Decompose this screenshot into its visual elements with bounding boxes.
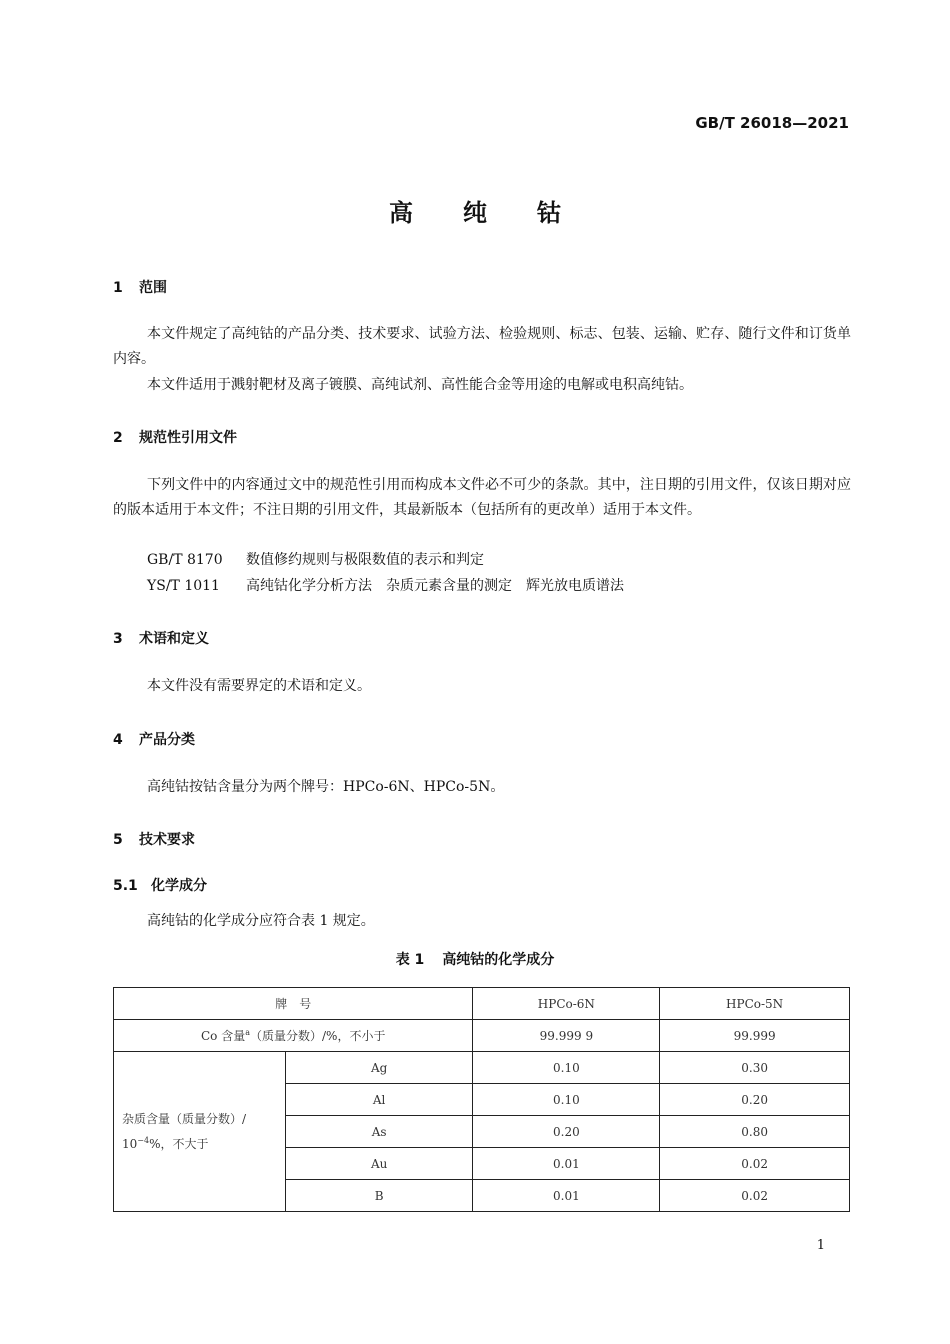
value-cell: 0.80 [660, 1116, 850, 1148]
co-label-text: Co 含量 [201, 1029, 246, 1043]
element-cell: Al [285, 1084, 473, 1116]
value-cell: 0.02 [660, 1148, 850, 1180]
scope-paragraph-2: 本文件适用于溅射靶材及离子镀膜、高纯试剂、高性能合金等用途的电解或电积高纯钴。 [147, 377, 693, 393]
impurity-label-line-1: 杂质含量（质量分数）/ [122, 1112, 247, 1126]
value-cell: 0.30 [660, 1052, 850, 1084]
element-cell: Au [285, 1148, 473, 1180]
terms-paragraph: 本文件没有需要界定的术语和定义。 [147, 678, 371, 694]
reference-code: GB/T 8170 [147, 552, 223, 568]
table-row [114, 1052, 850, 1084]
reference-item [147, 549, 484, 569]
section-number: 5.1 [113, 878, 138, 894]
chemical-composition-table [113, 987, 850, 1212]
section-number: 1 [113, 280, 123, 296]
section-5-heading [113, 829, 195, 849]
section-number: 5 [113, 832, 123, 848]
impurity-label-unit: %，不大于 [149, 1137, 209, 1151]
section-number: 3 [113, 631, 123, 647]
co-content-label-cell [114, 1020, 473, 1052]
section-title: 化学成分 [151, 878, 207, 894]
grade-cell: HPCo-6N [473, 988, 660, 1020]
value-cell: 0.02 [660, 1180, 850, 1212]
classification-paragraph: 高纯钴按钴含量分为两个牌号：HPCo-6N、HPCo-5N。 [147, 779, 505, 795]
grade-cell: HPCo-5N [660, 988, 850, 1020]
impurity-label-exponent: −4 [137, 1136, 150, 1145]
table-title: 高纯钴的化学成分 [442, 952, 555, 968]
chemical-composition-paragraph: 高纯钴的化学成分应符合表 1 规定。 [147, 913, 375, 929]
page-number: 1 [816, 1238, 825, 1253]
section-4-heading [113, 729, 195, 749]
section-number: 2 [113, 430, 123, 446]
reference-code: YS/T 1011 [147, 578, 220, 594]
table-row [114, 1020, 850, 1052]
document-title: 高纯钴 [389, 199, 611, 227]
table-caption [0, 949, 950, 969]
impurity-label-base: 10 [122, 1137, 138, 1151]
section-5-1-heading [113, 875, 207, 895]
section-title: 术语和定义 [139, 631, 209, 647]
co-value-cell: 99.999 9 [473, 1020, 660, 1052]
section-title: 范围 [139, 280, 167, 296]
value-cell: 0.20 [660, 1084, 850, 1116]
section-title: 技术要求 [139, 832, 195, 848]
section-title: 规范性引用文件 [139, 430, 237, 446]
element-cell: As [285, 1116, 473, 1148]
value-cell: 0.10 [473, 1084, 660, 1116]
element-cell: Ag [285, 1052, 473, 1084]
table-number: 表 1 [395, 952, 425, 968]
grade-header-cell: 牌 号 [114, 988, 473, 1020]
scope-paragraph-1: 本文件规定了高纯钴的产品分类、技术要求、试验方法、检验规则、标志、包装、运输、贮存、随行文件和订货单内容。 [113, 326, 851, 367]
footnote-marker: a [245, 1028, 251, 1037]
normative-refs-intro: 下列文件中的内容通过文中的规范性引用而构成本文件必不可少的条款。其中，注日期的引用文件，仅该日期对应的版本适用于本文件；不注日期的引用文件，其最新版本（包括所有的更改单）适用于本文件。 [113, 477, 851, 518]
impurity-label-cell [114, 1052, 286, 1212]
co-value-cell: 99.999 [660, 1020, 850, 1052]
reference-item [147, 575, 624, 595]
table-header-row [114, 988, 850, 1020]
value-cell: 0.20 [473, 1116, 660, 1148]
section-2-heading [113, 427, 237, 447]
section-number: 4 [113, 732, 123, 748]
value-cell: 0.10 [473, 1052, 660, 1084]
value-cell: 0.01 [473, 1148, 660, 1180]
section-title: 产品分类 [139, 732, 195, 748]
reference-title: 数值修约规则与极限数值的表示和判定 [246, 552, 484, 568]
reference-title: 高纯钴化学分析方法 杂质元素含量的测定 辉光放电质谱法 [246, 578, 624, 594]
element-cell: B [285, 1180, 473, 1212]
standard-number: GB/T 26018—2021 [695, 114, 849, 132]
value-cell: 0.01 [473, 1180, 660, 1212]
section-1-heading [113, 277, 167, 297]
co-label-unit: （质量分数）/%，不小于 [250, 1029, 386, 1043]
section-3-heading [113, 628, 209, 648]
